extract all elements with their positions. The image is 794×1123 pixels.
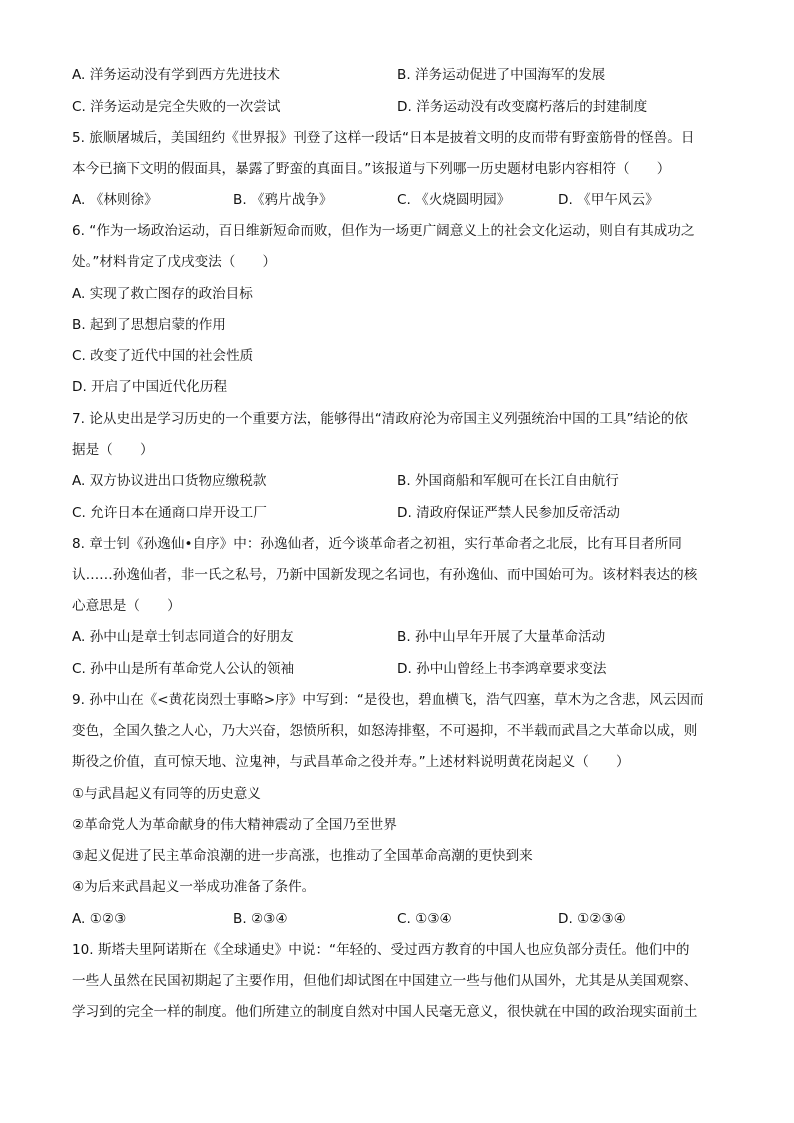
q6-stem-line-2: 处。”材料肯定了戊戌变法（ ） — [72, 254, 277, 270]
q6-stem-line-1: 6. “作为一场政治运动，百日维新短命而败，但作为一场更广阔意义上的社会文化运动，则自有其成功之 — [72, 223, 695, 239]
q10-stem-line-2: 一些人虽然在民国初期起了主要作用，但他们却试图在中国建立一些与他们从国外，尤其是从美国观察、 — [72, 973, 698, 989]
q7-option-a: A. 双方协议进出口货物应缴税款 — [72, 473, 267, 489]
q9-option-c: C. ①③④ — [397, 911, 452, 927]
q7-option-c: C. 允许日本在通商口岸开设工厂 — [72, 505, 267, 521]
q8-option-b: B. 孙中山早年开展了大量革命活动 — [397, 629, 606, 645]
q8-stem-line-3: 心意思是（ ） — [72, 598, 181, 614]
q8-stem-line-2: 认……孙逸仙者，非一氏之私号，乃新中国新发现之名词也，有孙逸仙、而中国始可为。该材料表达的核 — [72, 567, 698, 583]
q7-option-b: B. 外国商船和军舰可在长江自由航行 — [397, 473, 619, 489]
q7-stem-line-2: 据是（ ） — [72, 442, 154, 458]
q4-option-b: B. 洋务运动促进了中国海军的发展 — [397, 67, 606, 83]
q9-option-b: B. ②③④ — [233, 911, 288, 927]
q9-option-a: A. ①②③ — [72, 911, 127, 927]
q9-item-2: ②革命党人为革命献身的伟大精神震动了全国乃至世界 — [72, 817, 397, 833]
q8-stem-line-1: 8. 章士钊《孙逸仙•自序》中：孙逸仙者，近今谈革命者之初祖，实行革命者之北辰，比有耳目者所同 — [72, 536, 682, 552]
q9-item-1: ①与武昌起义有同等的历史意义 — [72, 786, 261, 802]
q8-option-a: A. 孙中山是章士钊志同道合的好朋友 — [72, 629, 294, 645]
q6-option-b: B. 起到了思想启蒙的作用 — [72, 317, 226, 333]
q4-option-c: C. 洋务运动是完全失败的一次尝试 — [72, 99, 281, 115]
q5-stem-line-2: 本今已摘下文明的假面具，暴露了野蛮的真面目。”该报道与下列哪一历史题材电影内容相符（ ） — [72, 161, 671, 177]
q5-stem-line-1: 5. 旅顺屠城后，美国纽约《世界报》刊登了这样一段话“日本是披着文明的皮而带有野蛮筋骨的怪兽。日 — [72, 130, 695, 146]
q5-option-b: B. 《鸦片战争》 — [233, 192, 333, 208]
q6-option-a: A. 实现了救亡图存的政治目标 — [72, 286, 253, 302]
q5-option-a: A. 《林则徐》 — [72, 192, 158, 208]
q4-option-d: D. 洋务运动没有改变腐朽落后的封建制度 — [397, 99, 648, 115]
q7-option-d: D. 清政府保证严禁人民参加反帝活动 — [397, 505, 621, 521]
q5-option-d: D. 《甲午风云》 — [558, 192, 659, 208]
q8-option-c: C. 孙中山是所有革命党人公认的领袖 — [72, 661, 295, 677]
q9-stem-line-1: 9. 孙中山在《<黄花岗烈士事略>序》中写到：“是役也，碧血横飞，浩气四塞，草木为之含悲，风云因而 — [72, 692, 704, 708]
q9-item-3: ③起义促进了民主革命浪潮的进一步高涨，也推动了全国革命高潮的更快到来 — [72, 848, 533, 864]
q10-stem-line-1: 10. 斯塔夫里阿诺斯在《全球通史》中说：“年轻的、受过西方教育的中国人也应负部分责任。他们中的 — [72, 942, 690, 958]
q6-option-c: C. 改变了近代中国的社会性质 — [72, 348, 254, 364]
q6-option-d: D. 开启了中国近代化历程 — [72, 379, 228, 395]
q10-stem-line-3: 学习到的完全一样的制度。他们所建立的制度自然对中国人民毫无意义，很快就在中国的政治现实面前土 — [72, 1004, 698, 1020]
q9-stem-line-2: 变色，全国久蛰之人心，乃大兴奋，怨愤所积，如怒涛排壑，不可遏抑，不半载而武昌之大革命以成，则 — [72, 723, 698, 739]
q7-stem-line-1: 7. 论从史出是学习历史的一个重要方法，能够得出“清政府沦为帝国主义列强统治中国的工具”结论的依 — [72, 411, 688, 427]
q9-stem-line-3: 斯役之价值，直可惊天地、泣鬼神，与武昌革命之役并寿。”上述材料说明黄花岗起义（ ） — [72, 754, 630, 770]
q4-option-a: A. 洋务运动没有学到西方先进技术 — [72, 67, 281, 83]
q5-option-c: C. 《火烧圆明园》 — [397, 192, 511, 208]
q9-item-4: ④为后来武昌起义一举成功准备了条件。 — [72, 879, 316, 895]
q8-option-d: D. 孙中山曾经上书李鸿章要求变法 — [397, 661, 607, 677]
q9-option-d: D. ①②③④ — [558, 911, 626, 927]
